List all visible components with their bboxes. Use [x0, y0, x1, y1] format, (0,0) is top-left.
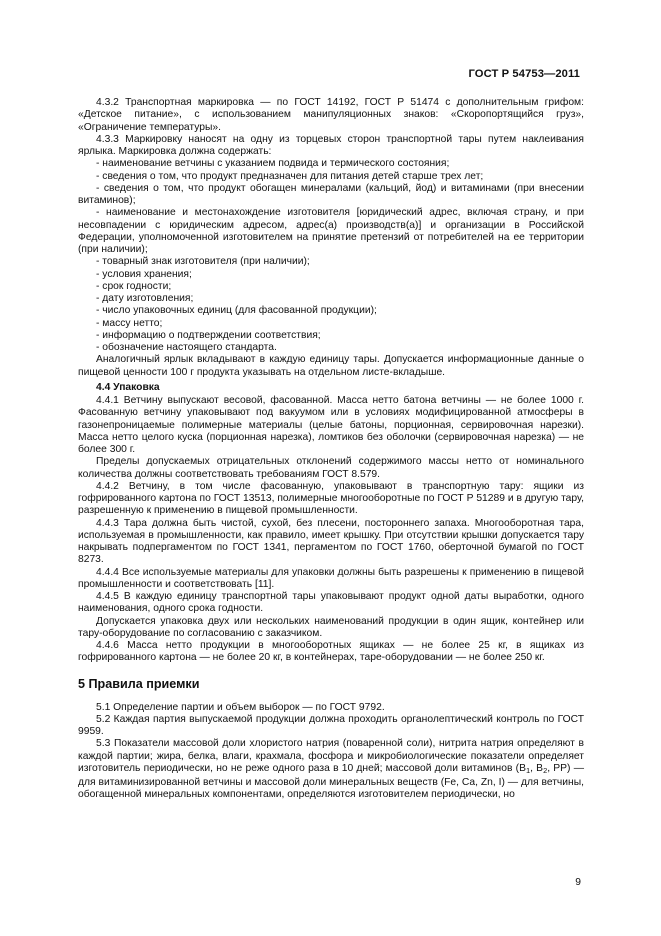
- paragraph-4-4-6: 4.4.6 Масса нетто продукции в многооборотных ящиках — не более 25 кг, в ящиках из гофрированного картона — не более 20 кг, в контейнерах, таре-оборудовании — не более 250 кг.: [78, 640, 584, 664]
- paragraph-4-4-3: 4.4.3 Тара должна быть чистой, сухой, без плесени, постороннего запаха. Многооборотная тара, используемая в промышленности, как правило, имеет крышку. При отсутствии крышки допускается тару накрывать подпергаментом по ГОСТ 1341, пергаментом по ГОСТ 1760, оберточной бумагой по ГОСТ 8273.: [78, 517, 584, 566]
- document-body: [78, 97, 584, 802]
- subsection-heading-4-4: 4.4 Упаковка: [96, 381, 160, 393]
- page-number: 9: [575, 877, 581, 888]
- list-item: - сведения о том, что продукт предназначен для питания детей старше трех лет;: [96, 170, 484, 182]
- list-item: - условия хранения;: [96, 268, 192, 280]
- paragraph-4-4-4: 4.4.4 Все используемые материалы для упаковки должны быть разрешены к применению в пищевой промышленности и соответствовать [11].: [78, 566, 584, 590]
- section-heading-5: 5 Правила приемки: [78, 676, 200, 691]
- subscript: 1: [525, 765, 531, 775]
- list-item: - наименование и местонахождение изготовителя [юридический адрес, включая страну, и при несовпадении с юридическим адресом, адрес(а) производств(а)] и организации в Российской Федерации, уполномоченной изготовителем на принятие претензий от потребителей на ее территории (при наличии);: [78, 207, 584, 255]
- paragraph-5-3-text: , PP) — для витаминизированной ветчины и массовой доли минеральных веществ (Fe, Ca, Zn, I) — для ветчины, обогащенной минеральных компонентами, определяются изготовителем периодически, но: [78, 762, 584, 801]
- list-item: - число упаковочных единиц (для фасованной продукции);: [96, 305, 377, 317]
- list-item: - наименование ветчины с указанием подвида и термического состояния;: [96, 158, 450, 170]
- paragraph-4-4-1: 4.4.1 Ветчину выпускают весовой, фасованной. Масса нетто батона ветчины — не более 1000 г. Фасованную ветчину упаковывают под вакуумом или в условиях модифицированной атмосферы в газонепроницаемые полимерные материалы (целые батоны, порционная, сервировочная нарезки). Масса нетто целого куска (порционная нарезка), ломтиков без оболочки (сервировочная нарезка) — не более 300 г.: [78, 395, 584, 455]
- paragraph-5-2: 5.2 Каждая партия выпускаемой продукции должна проходить органолептический контроль по ГОСТ 9959.: [78, 713, 584, 737]
- paragraph-4-4-5: 4.4.5 В каждую единицу транспортной тары упаковывают продукт одной даты выработки, одного наименования, одного срока годности.: [78, 591, 584, 615]
- paragraph-label-insert: Аналогичный ярлык вкладывают в каждую единицу тары. Допускается информационные данные о пищевой ценности 100 г продукта указывать на отдельном листе-вкладыше.: [78, 354, 584, 378]
- paragraph-5-3-text: 5.3 Показатели массовой доли хлористого натрия (поваренной соли), нитрита натрия определяют в каждой партии; жира, белка, влаги, крахмала, фосфора и микробиологические показатели определяет изготовитель периодически, но не реже одного раза в 10 дней; массовой доли витаминов (B: [78, 738, 584, 774]
- list-item: - обозначение настоящего стандарта.: [96, 342, 277, 353]
- paragraph-4-4-1-tolerance: Пределы допускаемых отрицательных отклонений содержимого массы нетто от номинального количества должны соответствовать требованиям ГОСТ 8.579.: [78, 456, 584, 480]
- list-item: - срок годности;: [96, 280, 172, 292]
- list-item: - массу нетто;: [96, 317, 163, 329]
- list-item: - товарный знак изготовителя (при наличии);: [96, 256, 310, 268]
- paragraph-5-1: 5.1 Определение партии и объем выборок — по ГОСТ 9792.: [96, 701, 385, 713]
- paragraph-5-3-text: , B: [530, 762, 544, 774]
- document-id-header: ГОСТ Р 54753—2011: [468, 68, 580, 80]
- list-item: - дату изготовления;: [96, 293, 194, 304]
- subscript: 2: [543, 765, 548, 775]
- paragraph-4-4-2: 4.4.2 Ветчину, в том числе фасованную, упаковывают в транспортную тару: ящики из гофрированного картона по ГОСТ 13513, полимерные многооборотные по ГОСТ Р 51289 и в другую тару, разрешенную к применению в пищевой промышленности.: [78, 480, 584, 517]
- list-item: - сведения о том, что продукт обогащен минералами (кальций, йод) и витаминами (при внесении витаминов);: [78, 182, 584, 206]
- paragraph-4-3-3: 4.3.3 Маркировку наносят на одну из торцевых сторон транспортной тары путем наклеивания ярлыка. Маркировка должна содержать:: [78, 133, 584, 157]
- paragraph-5-3: [78, 738, 584, 801]
- paragraph-4-4-5-mixed: Допускается упаковка двух или нескольких наименований продукции в один ящик, контейнер или тару-оборудование по согласованию с заказчиком.: [78, 615, 584, 639]
- list-item: - информацию о подтверждении соответствия;: [96, 329, 321, 341]
- paragraph-4-3-2: 4.3.2 Транспортная маркировка — по ГОСТ 14192, ГОСТ Р 51474 с дополнительным грифом: «Детское питание», с использованием манипуляционных знаков: «Скоропортящийся груз», «Ограничение температуры».: [78, 97, 584, 133]
